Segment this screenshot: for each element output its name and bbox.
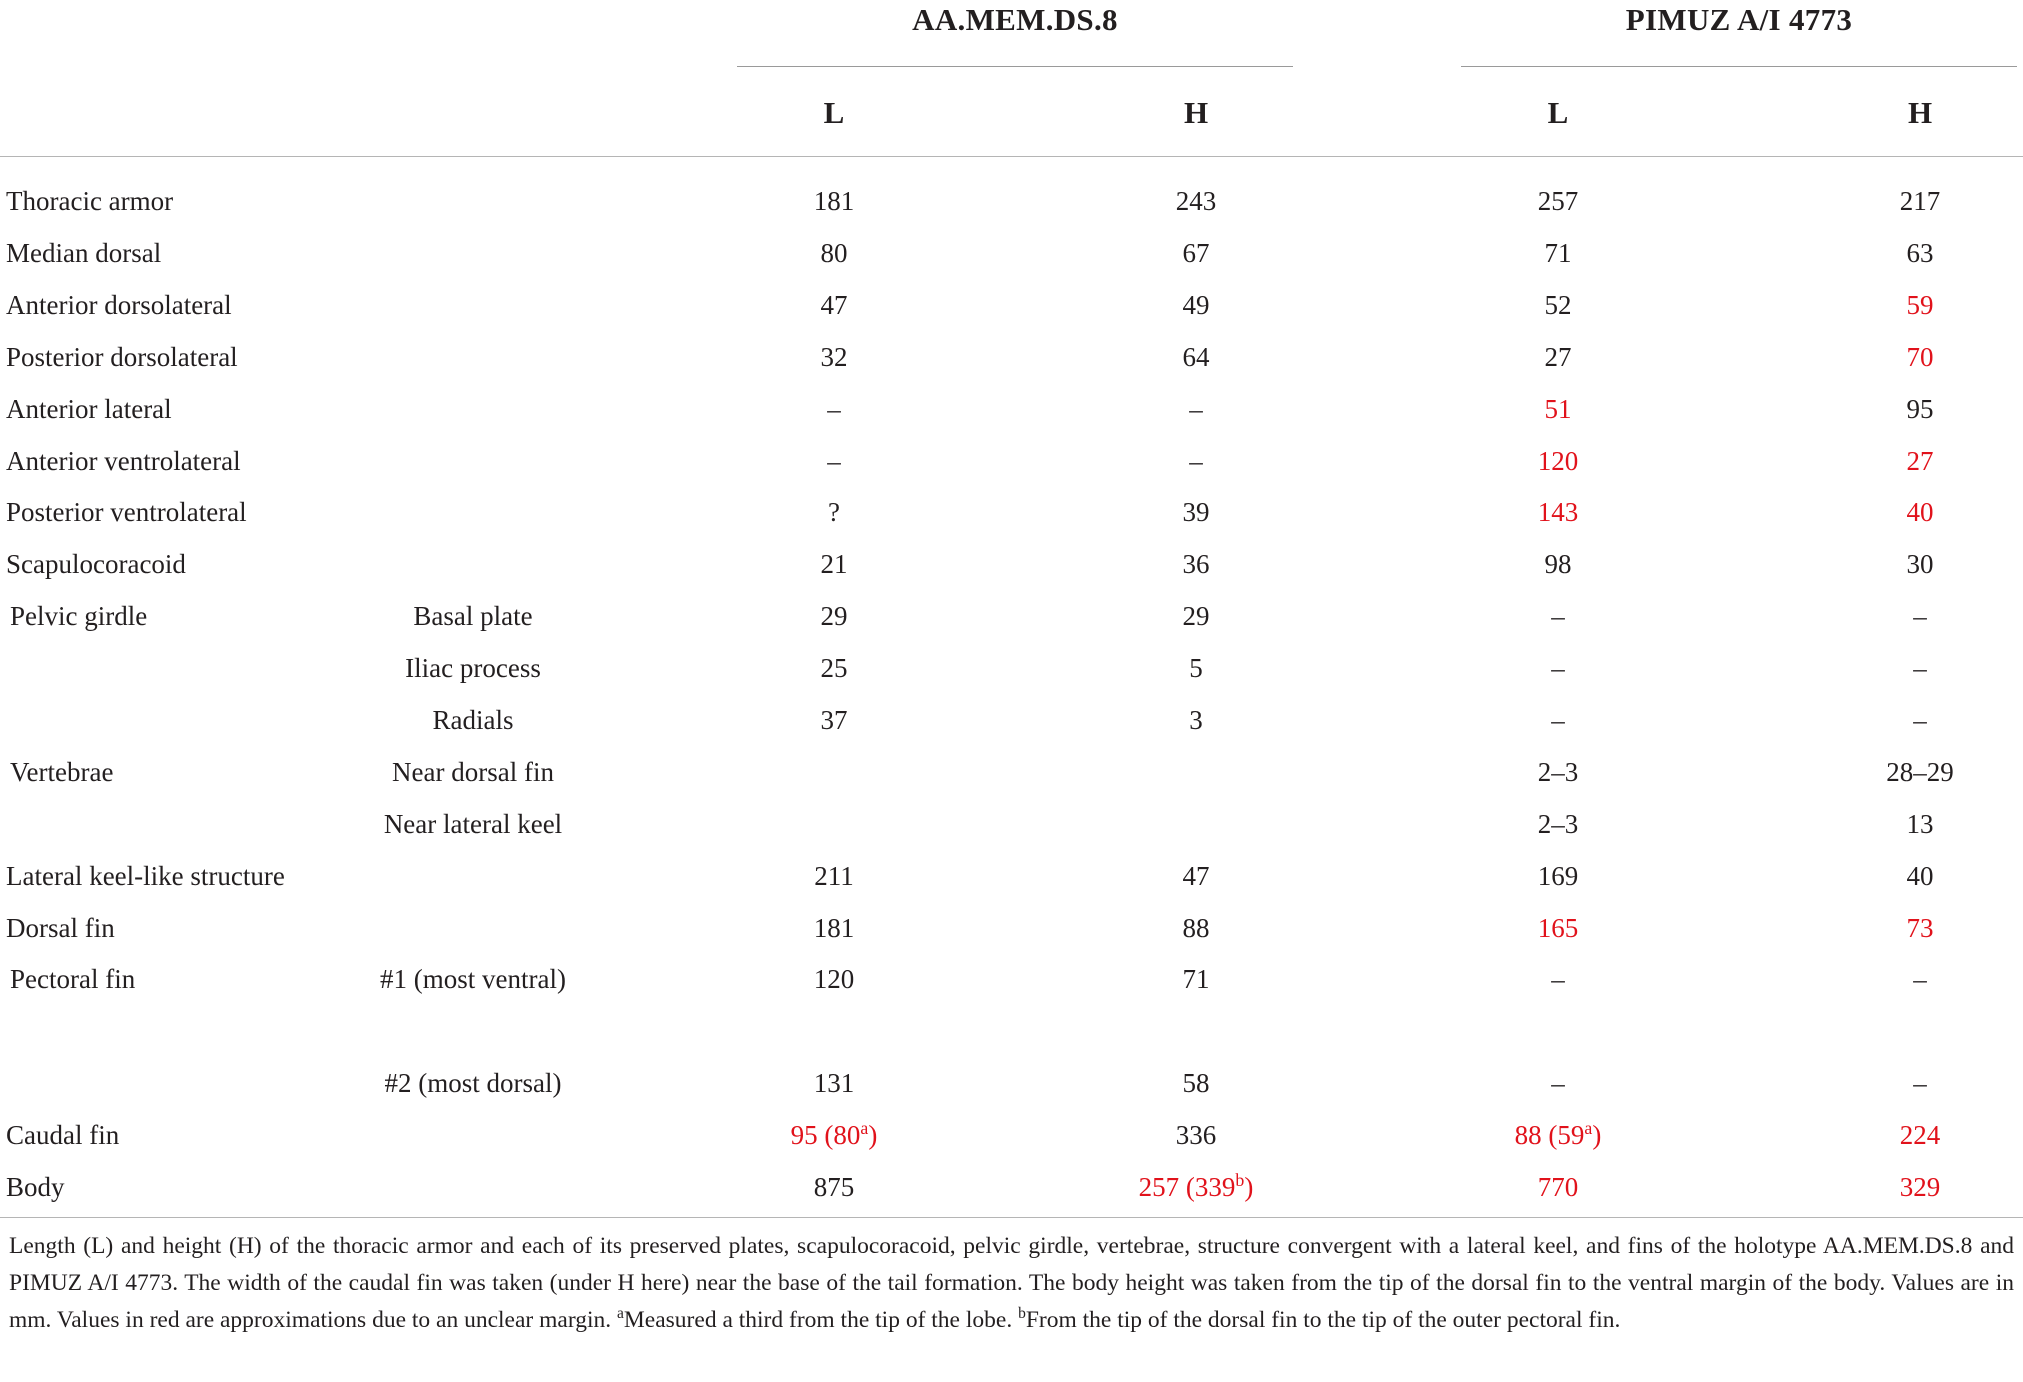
table-cell: [1478, 1114, 1638, 1156]
table-cell: –: [1913, 653, 1927, 683]
group-rule-aa-mem-ds8: [737, 66, 1293, 67]
table-cell: 27: [1906, 446, 1934, 476]
table-cell: –: [1551, 705, 1565, 735]
footer-rule: [0, 1217, 2023, 1218]
table-cell: 21: [820, 549, 848, 579]
table-cell: –: [1913, 601, 1927, 631]
table-cell: 770: [1537, 1172, 1579, 1202]
table-cell: –: [827, 394, 841, 424]
row-label: Thoracic armor: [6, 186, 174, 216]
table-cell: 875: [813, 1172, 855, 1202]
table-cell: –: [1551, 653, 1565, 683]
row-sublabel: Basal plate: [413, 601, 533, 631]
group-rule-pimuz: [1461, 66, 2017, 67]
table-cell: 25: [820, 653, 848, 683]
table-cell: 63: [1906, 238, 1934, 268]
row-sublabel: Near lateral keel: [383, 809, 563, 839]
table-cell: 37: [820, 705, 848, 735]
row-label: Lateral keel-like structure: [6, 861, 285, 891]
table-cell: 143: [1537, 497, 1579, 527]
table-cell: 257: [1537, 186, 1579, 216]
table-cell: 32: [820, 342, 848, 372]
footnote-mark-a: a: [617, 1305, 624, 1323]
table-cell: 2–3: [1537, 809, 1579, 839]
row-group-label: Vertebrae: [10, 757, 114, 787]
table-cell: [754, 1114, 914, 1156]
table-cell: –: [1189, 446, 1203, 476]
table-cell: 29: [1182, 601, 1210, 631]
footnote-b-text: From the tip of the dorsal fin to the tip of the outer pectoral fin.: [1025, 1307, 1621, 1333]
table-cell: 47: [1182, 861, 1210, 891]
row-label: Body: [6, 1172, 65, 1202]
table-cell: 181: [813, 186, 855, 216]
row-label: Median dorsal: [6, 238, 162, 268]
footnote-mark: b: [1235, 1170, 1245, 1190]
table-cell: 211: [814, 861, 854, 891]
table-cell: 217: [1899, 186, 1941, 216]
table-cell: 329: [1899, 1172, 1941, 1202]
row-label: Caudal fin: [6, 1120, 120, 1150]
table-cell: 59: [1906, 290, 1934, 320]
table-cell: 64: [1182, 342, 1210, 372]
table-cell: 3: [1189, 705, 1203, 735]
table-cell: 49: [1182, 290, 1210, 320]
row-group-label: Pelvic girdle: [10, 601, 148, 631]
table-cell: 40: [1906, 861, 1934, 891]
table-cell: 5: [1189, 653, 1203, 683]
row-label: Dorsal fin: [6, 913, 115, 943]
table-cell: –: [1913, 964, 1927, 994]
table-cell: 36: [1182, 549, 1210, 579]
table-cell: 39: [1182, 497, 1210, 527]
table-cell: 165: [1537, 913, 1579, 943]
table-cell: 71: [1544, 238, 1572, 268]
table-cell: 169: [1537, 861, 1579, 891]
table-cell: 67: [1182, 238, 1210, 268]
cell-value-tail: ): [868, 1120, 878, 1150]
table-cell: 336: [1175, 1120, 1217, 1150]
table-cell: –: [827, 446, 841, 476]
cell-value: 88 (59: [1514, 1120, 1585, 1150]
row-sublabel: Near dorsal fin: [392, 757, 554, 787]
table-cell: –: [1551, 601, 1565, 631]
footnote-mark: a: [1584, 1118, 1593, 1138]
table-cell: 13: [1906, 809, 1934, 839]
table-cell: 27: [1544, 342, 1572, 372]
table-cell: –: [1189, 394, 1203, 424]
footnote-mark: a: [860, 1118, 869, 1138]
table-cell: 52: [1544, 290, 1572, 320]
column-header-length: L: [823, 95, 845, 130]
table-cell: 47: [820, 290, 848, 320]
row-sublabel: #1 (most ventral): [380, 964, 566, 994]
table-cell: 181: [813, 913, 855, 943]
table-cell: 98: [1544, 549, 1572, 579]
cell-value: 95 (80: [790, 1120, 861, 1150]
table-cell: 243: [1175, 186, 1217, 216]
table-cell: –: [1551, 964, 1565, 994]
column-header-height: H: [1183, 95, 1209, 130]
table-cell: 28–29: [1886, 757, 1954, 787]
group-title-pimuz: PIMUZ A/I 4773: [1625, 2, 1853, 37]
row-label: Posterior dorsolateral: [6, 342, 238, 372]
footnote-a-text: Measured a third from the tip of the lobe.: [623, 1307, 1019, 1333]
table-cell: 51: [1544, 394, 1572, 424]
row-label: Anterior dorsolateral: [6, 290, 232, 320]
table-cell: 30: [1906, 549, 1934, 579]
table-cell: 70: [1906, 342, 1934, 372]
cell-value-tail: ): [1592, 1120, 1602, 1150]
row-label: Posterior ventrolateral: [6, 497, 247, 527]
row-label: Anterior ventrolateral: [6, 446, 241, 476]
table-cell: 80: [820, 238, 848, 268]
table-cell: 2–3: [1537, 757, 1579, 787]
table-cell: 40: [1906, 497, 1934, 527]
cell-value-tail: ): [1244, 1172, 1254, 1202]
caption-text: Length (L) and height (H) of the thoracic armor and each of its preserved plates, scapulocoracoid, pelvic girdle, vertebrae, structure convergent with a lateral keel, and fins of the holotype AA.MEM.DS.8 and PIMUZ A/I 4773. The width of the caudal fin was taken (under H here) near the base of the tail formation. The body height was taken from the tip of the dorsal fin to the ventral margin of the body. Values are in mm. Values in red are approximations due to an unclear margin.: [9, 1233, 2014, 1333]
group-title-aa-mem-ds8: AA.MEM.DS.8: [912, 2, 1118, 37]
row-sublabel: Radials: [432, 705, 514, 735]
table-cell: –: [1913, 1068, 1927, 1098]
table-cell: 88: [1182, 913, 1210, 943]
row-label: Anterior lateral: [6, 394, 172, 424]
table-cell: 95: [1906, 394, 1934, 424]
table-cell: 29: [820, 601, 848, 631]
table-cell: 224: [1899, 1120, 1941, 1150]
footnote-mark-b: b: [1018, 1305, 1026, 1323]
table-cell: –: [1551, 1068, 1565, 1098]
table-cell: 131: [813, 1068, 855, 1098]
table-cell: 73: [1906, 913, 1934, 943]
row-sublabel: #2 (most dorsal): [384, 1068, 562, 1098]
table-cell: ?: [828, 497, 840, 527]
table-cell: 58: [1182, 1068, 1210, 1098]
header-rule: [0, 156, 2023, 157]
row-label: Scapulocoracoid: [6, 549, 186, 579]
column-header-height: H: [1907, 95, 1933, 130]
table-cell: [1116, 1166, 1276, 1208]
table-cell: 120: [1537, 446, 1579, 476]
row-group-label: Pectoral fin: [10, 964, 136, 994]
table-cell: 71: [1182, 964, 1210, 994]
row-sublabel: Iliac process: [405, 653, 541, 683]
table-cell: –: [1913, 705, 1927, 735]
cell-value: 257 (339: [1138, 1172, 1236, 1202]
column-header-length: L: [1547, 95, 1569, 130]
table-caption: [9, 1228, 2014, 1339]
table-cell: 120: [813, 964, 855, 994]
